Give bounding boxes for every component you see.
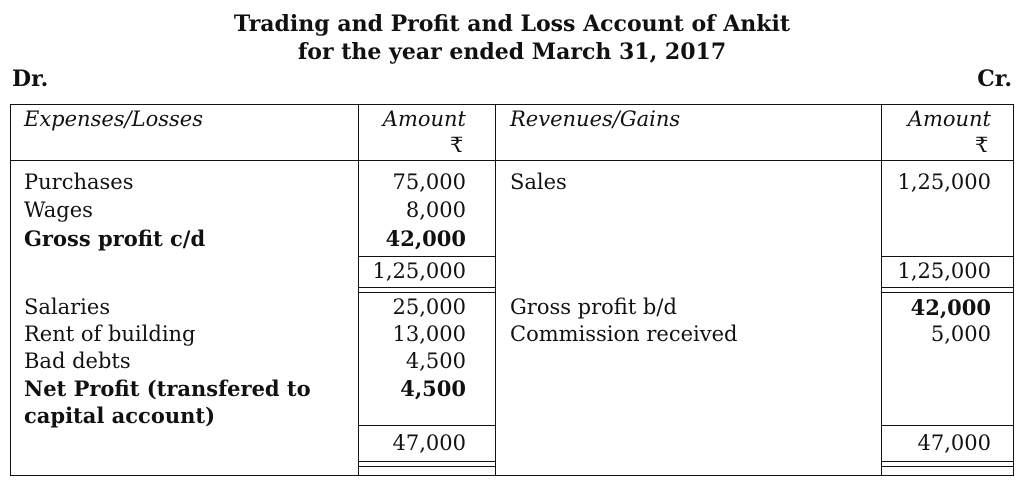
- ledger-entry-label: Bad debts: [24, 349, 131, 373]
- trading-total-right: 1,25,000: [897, 259, 991, 283]
- rupee-icon: ₹: [975, 133, 989, 157]
- ledger-entry-amount: 5,000: [930, 322, 991, 346]
- account-period: for the year ended March 31, 2017: [297, 39, 727, 65]
- ledger-entry-label: Salaries: [24, 295, 111, 319]
- ledger-entry-label: Gross profit b/d: [510, 295, 677, 319]
- column-header-revenues: Revenues/Gains: [510, 107, 681, 131]
- trading-total-left: 1,25,000: [372, 259, 466, 283]
- ledger-entry-label: Commission received: [510, 322, 738, 346]
- gross-profit-cd-amount: 42,000: [385, 226, 466, 251]
- column-header-expenses: Expenses/Losses: [24, 107, 203, 131]
- gross-profit-bd-amount: 42,000: [910, 295, 991, 320]
- ledger-entry-amount: 13,000: [392, 322, 466, 346]
- net-profit-label: Net Profit (transfered to: [24, 376, 311, 401]
- ledger-entry-amount: 75,000: [392, 170, 466, 194]
- debit-marker: Dr.: [12, 66, 49, 92]
- gross-profit-cd-label: Gross profit c/d: [24, 226, 206, 251]
- column-header-amount-left: Amount: [382, 107, 466, 131]
- ledger-entry-label: Wages: [24, 198, 93, 222]
- ledger-entry-amount: 1,25,000: [897, 170, 991, 194]
- ledger-entry-label: Sales: [510, 170, 567, 194]
- net-profit-label-cont: capital account): [24, 403, 216, 428]
- pnl-total-right: 47,000: [917, 431, 991, 455]
- ledger-entry-amount: 4,500: [405, 349, 466, 373]
- ledger-entry-amount: 8,000: [405, 198, 466, 222]
- ledger-entry-amount: 25,000: [392, 295, 466, 319]
- ledger-entry-label: Purchases: [24, 170, 134, 194]
- pnl-total-left: 47,000: [392, 431, 466, 455]
- rupee-icon: ₹: [450, 133, 464, 157]
- credit-marker: Cr.: [977, 66, 1012, 92]
- ledger-entry-label: Rent of building: [24, 322, 196, 346]
- column-header-amount-right: Amount: [907, 107, 991, 131]
- account-title: Trading and Profit and Loss Account of Ankit: [233, 11, 791, 37]
- net-profit-amount: 4,500: [400, 376, 466, 401]
